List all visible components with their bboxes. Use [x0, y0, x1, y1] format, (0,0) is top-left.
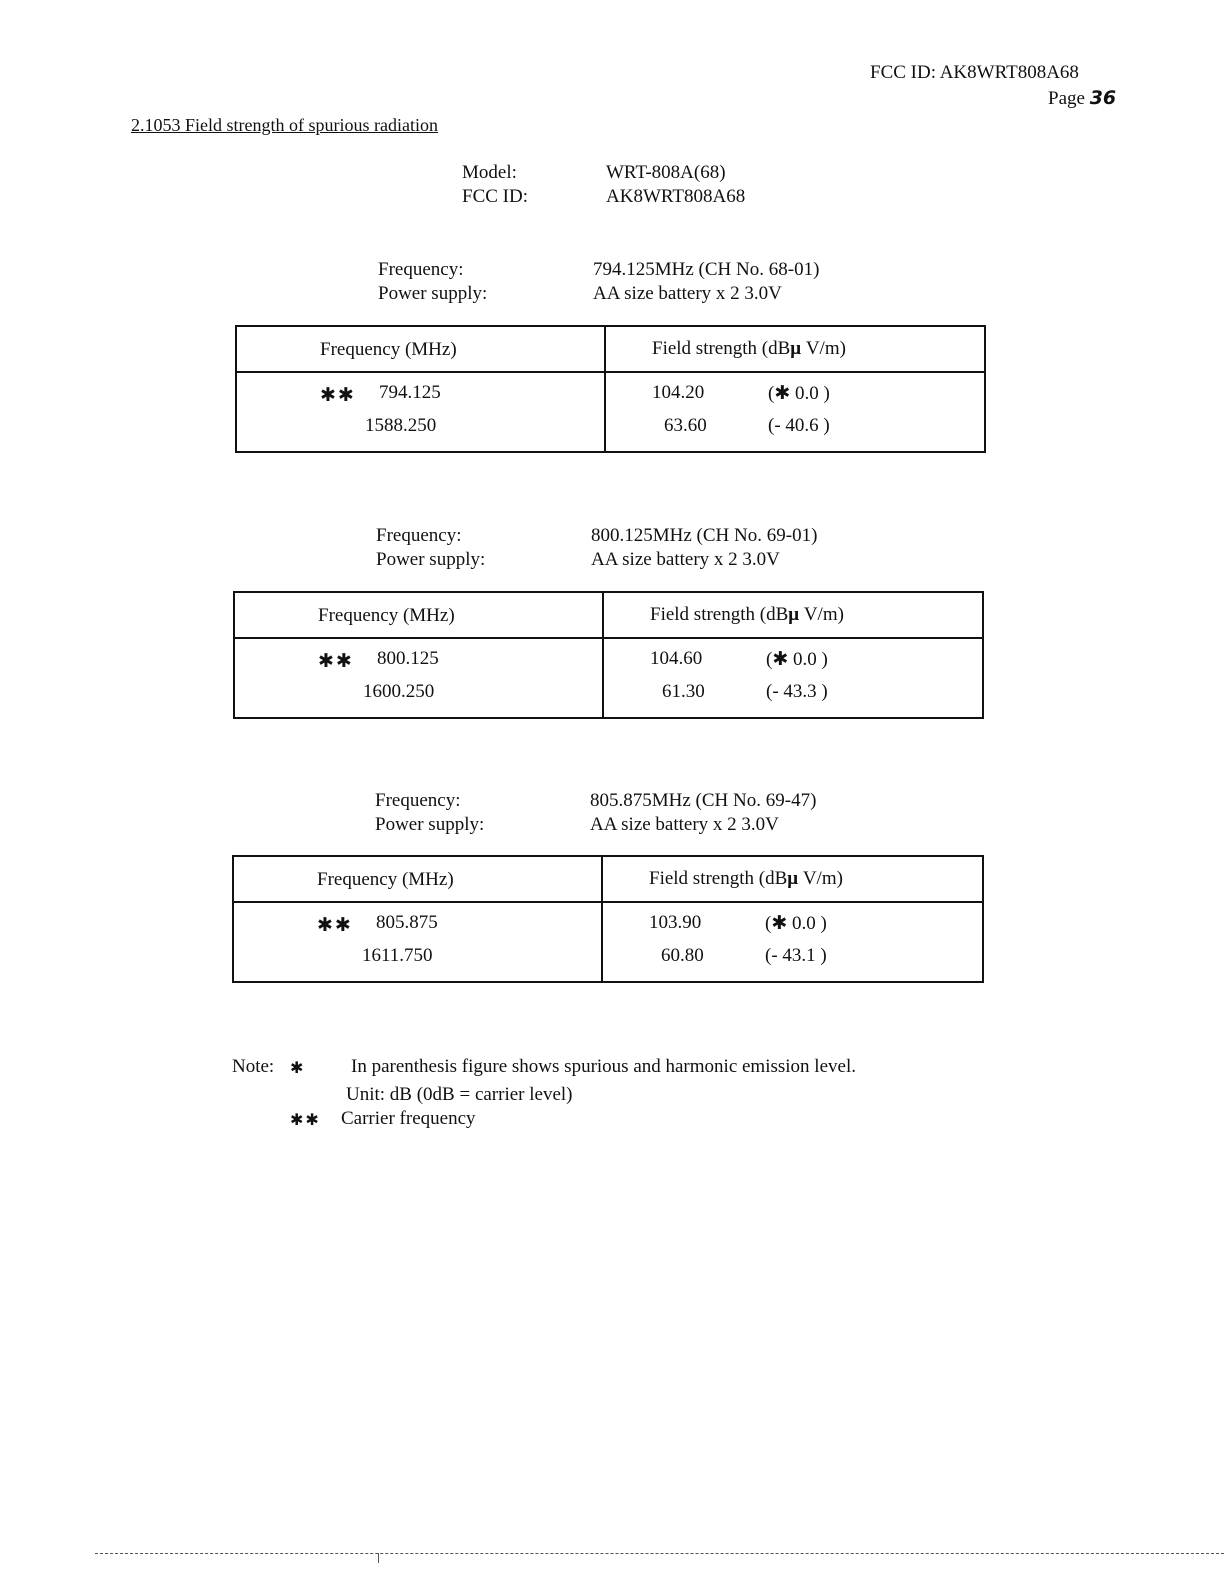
page-number: 36	[1089, 87, 1117, 109]
frequency-value-cell: 794.125	[379, 382, 441, 403]
fcc-id-label: FCC ID:	[462, 186, 528, 207]
frequency-value-cell: 805.875	[376, 912, 438, 933]
frequency-value: 805.875MHz (CH No. 69-47)	[590, 790, 817, 811]
note-label: Note:	[232, 1056, 275, 1077]
frequency-row	[378, 258, 819, 282]
field-strength-value-cell: 63.60	[664, 415, 707, 436]
footer-rule	[95, 1553, 1224, 1554]
mu-symbol: μ	[788, 604, 800, 625]
page-indicator	[1048, 87, 1116, 110]
frequency-label: Frequency:	[378, 259, 464, 280]
frequency-value-cell: 1600.250	[363, 681, 435, 702]
carrier-marker: ✱✱	[320, 384, 356, 406]
mu-symbol: μ	[787, 868, 799, 889]
emission-level-cell: (- 43.3 )	[766, 681, 828, 702]
note-marker-double: ✱✱	[290, 1110, 321, 1129]
field-strength-value-cell: 103.90	[649, 912, 702, 933]
frequency-row	[375, 789, 816, 813]
frequency-value: 794.125MHz (CH No. 68-01)	[593, 259, 820, 280]
emission-level-cell: (✱ 0.0 )	[765, 913, 827, 934]
field-strength-table	[232, 855, 984, 983]
field-strength-header-suffix: V/m)	[798, 868, 843, 889]
field-strength-column-header	[652, 338, 846, 360]
field-strength-column-header	[649, 868, 843, 890]
frequency-row	[376, 524, 817, 548]
model-value: WRT-808A(68)	[606, 162, 726, 183]
power-supply-value: AA size battery x 2 3.0V	[590, 814, 779, 835]
power-supply-label: Power supply:	[375, 814, 485, 835]
emission-level-cell: (✱ 0.0 )	[766, 649, 828, 670]
power-supply-value: AA size battery x 2 3.0V	[591, 549, 780, 570]
model-row	[462, 161, 726, 185]
fcc-id-header: FCC ID: AK8WRT808A68	[870, 62, 1079, 83]
frequency-column-header: Frequency (MHz)	[320, 339, 457, 360]
carrier-marker: ✱✱	[317, 914, 353, 936]
carrier-marker: ✱✱	[318, 650, 354, 672]
frequency-value-cell: 800.125	[377, 648, 439, 669]
field-strength-header-prefix: Field strength (dB	[652, 338, 791, 359]
frequency-label: Frequency:	[375, 790, 461, 811]
section-title: 2.1053 Field strength of spurious radiation	[131, 115, 438, 135]
field-strength-header-suffix: V/m)	[799, 604, 844, 625]
power-supply-value: AA size battery x 2 3.0V	[593, 283, 782, 304]
frequency-value-cell: 1588.250	[365, 415, 437, 436]
column-divider	[602, 593, 604, 717]
note-line-emission: In parenthesis figure shows spurious and harmonic emission level.	[351, 1056, 856, 1077]
field-strength-value-cell: 104.60	[650, 648, 703, 669]
field-strength-table	[235, 325, 986, 453]
frequency-value-cell: 1611.750	[362, 945, 433, 966]
note-marker-single: ✱	[290, 1058, 306, 1077]
power-supply-label: Power supply:	[376, 549, 486, 570]
header-divider	[237, 371, 984, 373]
column-divider	[604, 327, 606, 451]
field-strength-header-suffix: V/m)	[801, 338, 846, 359]
emission-level-cell: (- 43.1 )	[765, 945, 827, 966]
field-strength-table	[233, 591, 984, 719]
field-strength-column-header	[650, 604, 844, 626]
power-supply-row	[376, 548, 780, 572]
field-strength-header-prefix: Field strength (dB	[649, 868, 788, 889]
emission-level-cell: (✱ 0.0 )	[768, 383, 830, 404]
footer-tick	[378, 1553, 379, 1563]
note-line-carrier: Carrier frequency	[341, 1108, 476, 1129]
page-label: Page	[1048, 88, 1085, 109]
model-label: Model:	[462, 162, 517, 183]
field-strength-value-cell: 60.80	[661, 945, 704, 966]
field-strength-header-prefix: Field strength (dB	[650, 604, 789, 625]
power-supply-row	[375, 813, 779, 837]
field-strength-value-cell: 104.20	[652, 382, 705, 403]
fcc-id-row	[462, 185, 745, 209]
mu-symbol: μ	[790, 338, 802, 359]
field-strength-value-cell: 61.30	[662, 681, 705, 702]
header-divider	[234, 901, 982, 903]
frequency-column-header: Frequency (MHz)	[318, 605, 455, 626]
emission-level-cell: (- 40.6 )	[768, 415, 830, 436]
power-supply-label: Power supply:	[378, 283, 488, 304]
frequency-column-header: Frequency (MHz)	[317, 869, 454, 890]
power-supply-row	[378, 282, 782, 306]
column-divider	[601, 857, 603, 981]
note-line-unit: Unit: dB (0dB = carrier level)	[346, 1084, 573, 1105]
frequency-label: Frequency:	[376, 525, 462, 546]
frequency-value: 800.125MHz (CH No. 69-01)	[591, 525, 818, 546]
header-divider	[235, 637, 982, 639]
fcc-id-value: AK8WRT808A68	[606, 186, 746, 207]
